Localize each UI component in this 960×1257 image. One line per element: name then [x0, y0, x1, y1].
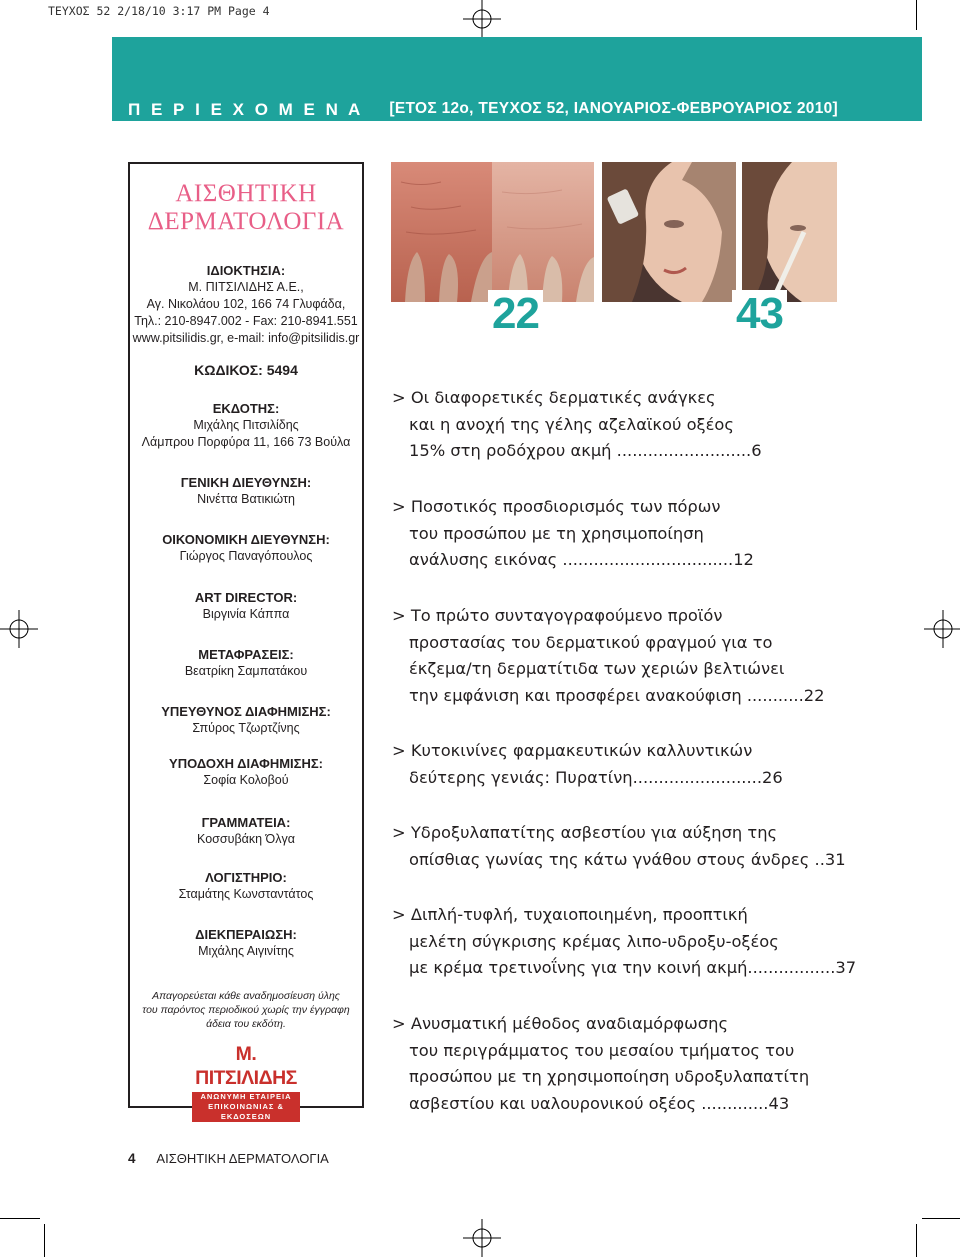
toc-entry-line: > Υδροξυλαπατίτης ασβεστίου για αύξηση της [392, 823, 778, 842]
code-block [130, 362, 362, 379]
toc-entry-line: > Το πρώτο συνταγογραφούμενο προϊόν [392, 606, 723, 625]
toc-entry-line: προσώπου με τη χρησιμοποίηση υδροξυλαπατίτη [409, 1067, 810, 1086]
toc-entry-line: έκζεμα/τη δερματίτιδα των χεριών βελτιώνει [409, 659, 785, 678]
notice-line: του παρόντος περιοδικού χωρίς την έγγραφη [142, 1004, 350, 1016]
toc-entry[interactable] [392, 603, 842, 709]
toc-entry-line: > Ποσοτικός προσδιορισμός των πόρων [392, 497, 721, 516]
toc-entry-line: μελέτη σύγκρισης κρέμας λιπο-υδροξυ-οξέος [409, 931, 779, 951]
publisher-logo-name: Μ. ΠΙΤΣΙΛΙΔΗΣ [195, 1043, 297, 1089]
toc-entry-line: προστασίας του δερματικού φραγμού για το [409, 632, 773, 652]
masthead-box [128, 162, 364, 1121]
art-director-label: ART DIRECTOR: [194, 590, 298, 605]
general-director-value: Νινέττα Βατικιώτη [197, 492, 295, 506]
secretariat-block [130, 814, 362, 848]
translations-value: Βεατρίκη Σαμπατάκου [184, 664, 308, 678]
ownership-line: www.pitsilidis.gr, e-mail: info@pitsilidis.gr [132, 331, 360, 345]
accounting-block [130, 869, 362, 903]
financial-director-label: ΟΙΚΟΝΟΜΙΚΗ ΔΙΕΥΘΥΝΣΗ: [162, 532, 330, 547]
featured-page-number: 22 [488, 290, 543, 338]
toc-entry-line: > Ανυσματική μέθοδος αναδιαμόρφωσης [392, 1014, 728, 1033]
publisher-line: Λάμπρου Πορφύρα 11, 166 73 Βούλα [141, 435, 351, 449]
secretariat-value: Κοσσυβάκη Όλγα [197, 832, 295, 846]
financial-director-block [130, 531, 362, 565]
publisher-logo-line: ΕΠΙΚΟΙΝΩΝΙΑΣ & ΕΚΔΟΣΕΩΝ [208, 1102, 284, 1121]
copyright-notice [130, 989, 362, 1031]
ownership-block [130, 262, 362, 347]
code-label: ΚΩΔΙΚΟΣ: 5494 [194, 362, 298, 378]
trim-mark [916, 0, 917, 30]
toc-entry-line: την εμφάνιση και προσφέρει ανακούφιση ...........22 [409, 685, 825, 705]
toc-entry-line: του περιγράμματος του μεσαίου τμήματος του [409, 1040, 795, 1060]
hand-photo-after [492, 162, 594, 302]
toc-entry-line: δεύτερης γενιάς: Πυρατίνη.........................26 [409, 767, 783, 787]
toc-entry-line: οπίσθιας γωνίας της κάτω γνάθου στους άνδρες ..31 [409, 849, 846, 869]
hand-photo-before [391, 162, 492, 302]
toc-entry-line: > Διπλή-τυφλή, τυχαιοποιημένη, προοπτική [392, 905, 748, 924]
trim-mark [44, 1224, 45, 1257]
toc-entry-line: ασβεστίου και υαλουρονικού οξέος .............43 [409, 1093, 790, 1113]
accounting-value: Σταμάτης Κωνσταντάτος [178, 887, 314, 901]
printer-slug: ΤΕΥΧΟΣ 52 2/18/10 3:17 PM Page 4 [48, 4, 270, 18]
publisher-logo-line: ΑΝΩΝΥΜΗ ΕΤΑΙΡΕΙΑ [200, 1092, 292, 1101]
footer-title: ΑΙΣΘΗΤΙΚΗ ΔΕΡΜΑΤΟΛΟΓΙΑ [156, 1151, 329, 1166]
processing-value: Μιχάλης Αιγινίτης [198, 944, 294, 958]
ad-manager-value: Σπύρος Τζωρτζίνης [192, 721, 300, 735]
toc-entry-line: και η ανοχή της γέλης αζελαϊκού οξέος [409, 414, 734, 434]
ownership-line: Τηλ.: 210-8947.002 - Fax: 210-8941.551 [134, 314, 358, 328]
registration-mark-top-icon [463, 0, 501, 38]
logo-line-1: ΑΙΣΘΗΤΙΚΗ [175, 180, 317, 207]
trim-mark [0, 1218, 40, 1219]
toc-entry-line: > Κυτοκινίνες φαρμακευτικών καλλυντικών [392, 741, 753, 760]
logo-line-2: ΔΕΡΜΑΤΟΛΟΓΙΑ [147, 208, 345, 235]
publisher-line: Μιχάλης Πιτσιλίδης [193, 418, 299, 432]
toc-entry[interactable] [392, 1011, 842, 1117]
financial-director-value: Γιώργος Παναγόπουλος [179, 549, 313, 563]
general-director-label: ΓΕΝΙΚΗ ΔΙΕΥΘΥΝΣΗ: [180, 475, 312, 490]
magazine-logo [130, 180, 362, 236]
ownership-label: ΙΔΙΟΚΤΗΣΙΑ: [206, 263, 286, 278]
accounting-label: ΛΟΓΙΣΤΗΡΙΟ: [205, 870, 287, 885]
art-director-block [130, 589, 362, 623]
header-band [112, 37, 922, 121]
ad-reception-block [130, 755, 362, 789]
toc-entry[interactable] [392, 385, 842, 465]
ad-manager-block [130, 703, 362, 737]
trim-mark [916, 1224, 917, 1257]
trim-mark [922, 1218, 960, 1219]
issue-info: [ΕΤΟΣ 12ο, ΤΕΥΧΟΣ 52, ΙΑΝΟΥΑΡΙΟΣ-ΦΕΒΡΟΥΑΡΙΟΣ 2010] [389, 100, 838, 117]
registration-mark-left-icon [0, 610, 38, 648]
registration-mark-right-icon [924, 610, 960, 648]
page-footer [128, 1151, 329, 1166]
translations-block [130, 646, 362, 680]
toc-entry-line: 15% στη ροδόχρου ακμή ..........................6 [409, 441, 762, 460]
publisher-logo [192, 1042, 300, 1121]
ad-reception-value: Σοφία Κολοβού [203, 773, 289, 787]
toc-entry[interactable] [392, 820, 846, 873]
publisher-logo-bar [192, 1092, 300, 1122]
ownership-line: Μ. ΠΙΤΣΙΛΙΔΗΣ Α.Ε., [188, 280, 304, 294]
toc-entry[interactable] [392, 738, 842, 791]
processing-block [130, 926, 362, 960]
ad-reception-label: ΥΠΟΔΟΧΗ ΔΙΑΦΗΜΙΣΗΣ: [169, 756, 323, 771]
toc-entry[interactable] [392, 494, 842, 574]
publisher-block [130, 400, 362, 451]
general-director-block [130, 474, 362, 508]
face-photo-before [602, 162, 736, 302]
art-director-value: Βιργινία Κάππα [202, 607, 290, 621]
ownership-line: Αγ. Νικολάου 102, 166 74 Γλυφάδα, [146, 297, 346, 311]
processing-label: ΔΙΕΚΠΕΡΑΙΩΣΗ: [195, 927, 297, 942]
registration-mark-bottom-icon [463, 1219, 501, 1257]
toc-entry-line: ανάλυσης εικόνας .................................12 [409, 550, 754, 569]
page-number: 4 [128, 1151, 136, 1166]
publisher-label: ΕΚΔΟΤΗΣ: [212, 401, 280, 416]
notice-line: Απαγορεύεται κάθε αναδημοσίευση ύλης [152, 990, 340, 1002]
translations-label: ΜΕΤΑΦΡΑΣΕΙΣ: [198, 647, 294, 662]
featured-page-number: 43 [732, 290, 787, 338]
toc-entry-line: > Οι διαφορετικές δερματικές ανάγκες [392, 388, 716, 407]
toc-entry[interactable] [392, 902, 857, 982]
ad-manager-label: ΥΠΕΥΘΥΝΟΣ ΔΙΑΦΗΜΙΣΗΣ: [161, 704, 331, 719]
notice-line: άδεια του εκδότη. [206, 1018, 286, 1030]
toc-entry-line: με κρέμα τρετινοΐνης για την κοινή ακμή.................37 [409, 958, 857, 977]
toc-title: Π Ε Ρ Ι Ε Χ Ο Μ Ε Ν Α [128, 100, 364, 119]
toc-entry-line: του προσώπου με τη χρησιμοποίηση [409, 523, 704, 543]
secretariat-label: ΓΡΑΜΜΑΤΕΙΑ: [201, 815, 291, 830]
face-photo-after [742, 162, 837, 302]
